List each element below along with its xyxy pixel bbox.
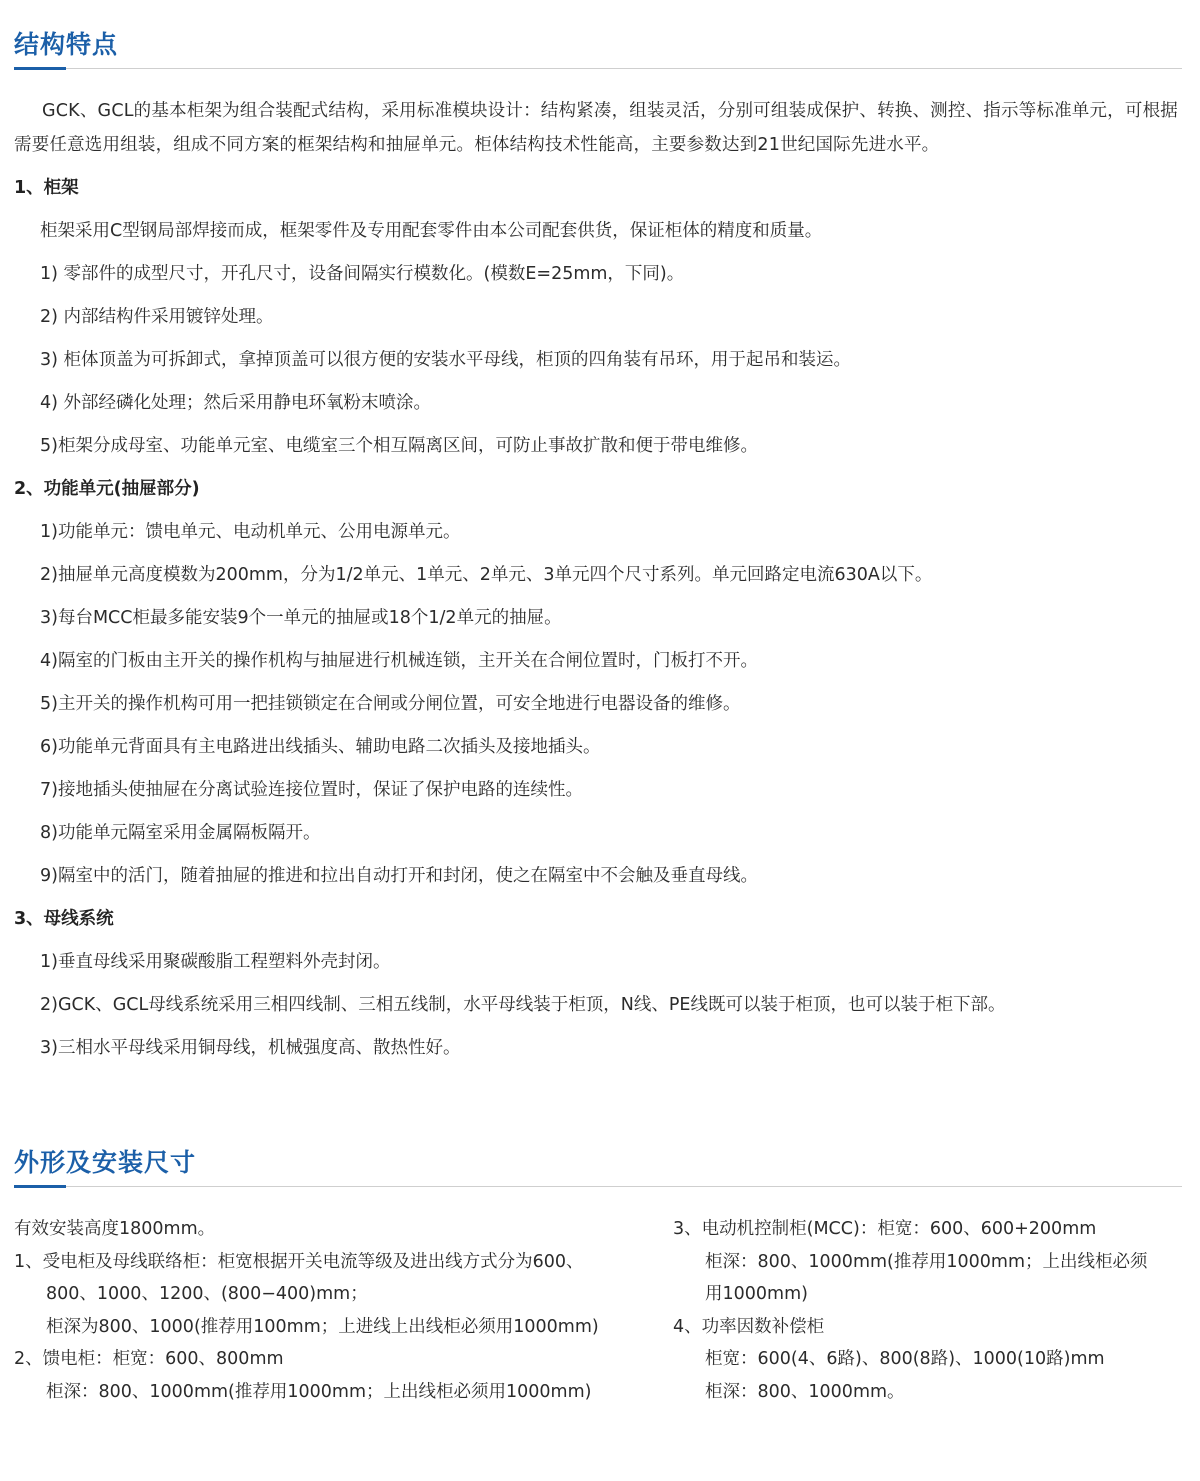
subsection-heading: 3、母线系统: [14, 909, 114, 929]
divider: [14, 68, 1182, 69]
list-item: 5)柜架分成母室、功能单元室、电缆室三个相互隔离区间，可防止事故扩散和便于带电维修。: [40, 436, 758, 456]
dimension-line: 柜深为800、1000(推荐用100mm；上进线上出线柜必须用1000mm): [46, 1317, 599, 1337]
list-item: 3)三相水平母线采用铜母线，机械强度高、散热性好。: [40, 1038, 461, 1058]
section-title: 结构特点: [14, 30, 119, 59]
list-item: 4) 外部经磷化处理；然后采用静电环氧粉末喷涂。: [40, 393, 432, 413]
paragraph: 柜架采用C型钢局部焊接而成，框架零件及专用配套零件由本公司配套供货，保证柜体的精度和质量。: [40, 221, 823, 241]
dimension-line: 柜深：800、1000mm(推荐用1000mm；上出线柜必须: [705, 1252, 1148, 1272]
dimension-line: 4、功率因数补偿柜: [673, 1317, 825, 1337]
intro-paragraph: GCK、GCL的基本柜架为组合装配式结构，采用标准模块设计：结构紧凑，组装灵活，分别可组装成保护、转换、测控、指示等标准单元，可根据需要任意选用组装，组成不同方案的框架结构和抽屉单元。柜体结构技术性能高，主要参数达到21世纪国际先进水平。: [14, 101, 1178, 155]
list-item: 4)隔室的门板由主开关的操作机构与抽屉进行机械连锁，主开关在合闸位置时，门板打不开。: [40, 651, 758, 671]
dimension-line: 1、受电柜及母线联络柜：柜宽根据开关电流等级及进出线方式分为600、: [14, 1252, 584, 1272]
section-header-dimensions: [0, 1146, 1182, 1190]
list-item: 2) 内部结构件采用镀锌处理。: [40, 307, 274, 327]
dimension-line: 柜深：800、1000mm(推荐用1000mm；上出线柜必须用1000mm): [46, 1382, 592, 1402]
dimension-line: 3、电动机控制柜(MCC)：柜宽：600、600+200mm: [673, 1219, 1097, 1239]
list-item: 8)功能单元隔室采用金属隔板隔开。: [40, 823, 321, 843]
list-item: 3) 柜体顶盖为可拆卸式，拿掉顶盖可以很方便的安装水平母线，柜顶的四角装有吊环，用于起吊和装运。: [40, 350, 852, 370]
divider: [14, 1186, 1182, 1187]
dimension-line: 2、馈电柜：柜宽：600、800mm: [14, 1349, 284, 1369]
list-item: 6)功能单元背面具有主电路进出线插头、辅助电路二次插头及接地插头。: [40, 737, 601, 757]
subsection-heading: 2、功能单元(抽屉部分): [14, 479, 200, 499]
list-item: 2)抽屉单元高度模数为200mm，分为1/2单元、1单元、2单元、3单元四个尺寸系列。单元回路定电流630A以下。: [40, 565, 933, 585]
list-item: 1)功能单元：馈电单元、电动机单元、公用电源单元。: [40, 522, 461, 542]
list-item: 9)隔室中的活门，随着抽屉的推进和拉出自动打开和封闭，使之在隔室中不会触及垂直母线。: [40, 866, 758, 886]
divider-accent: [14, 1185, 66, 1188]
section-header-structure: [0, 28, 1182, 72]
dimension-line: 柜深：800、1000mm。: [705, 1382, 905, 1402]
dimension-line: 柜宽：600(4、6路)、800(8路)、1000(10路)mm: [705, 1349, 1105, 1369]
dimension-line: 有效安装高度1800mm。: [14, 1219, 216, 1239]
list-item: 5)主开关的操作机构可用一把挂锁锁定在合闸或分闸位置，可安全地进行电器设备的维修。: [40, 694, 741, 714]
divider-accent: [14, 67, 66, 70]
list-item: 7)接地插头使抽屉在分离试验连接位置时，保证了保护电路的连续性。: [40, 780, 583, 800]
list-item: 1) 零部件的成型尺寸，开孔尺寸，设备间隔实行模数化。(模数E=25mm，下同)。: [40, 264, 685, 284]
section-title: 外形及安装尺寸: [14, 1148, 197, 1177]
dimension-line: 用1000mm): [705, 1284, 808, 1304]
dimension-line: 800、1000、1200、(800−400)mm；: [46, 1284, 368, 1304]
list-item: 2)GCK、GCL母线系统采用三相四线制、三相五线制，水平母线装于柜顶，N线、PE线既可以装于柜顶，也可以装于柜下部。: [40, 995, 1006, 1015]
list-item: 3)每台MCC柜最多能安装9个一单元的抽屉或18个1/2单元的抽屉。: [40, 608, 562, 628]
list-item: 1)垂直母线采用聚碳酸脂工程塑料外壳封闭。: [40, 952, 391, 972]
subsection-heading: 1、柜架: [14, 178, 79, 198]
